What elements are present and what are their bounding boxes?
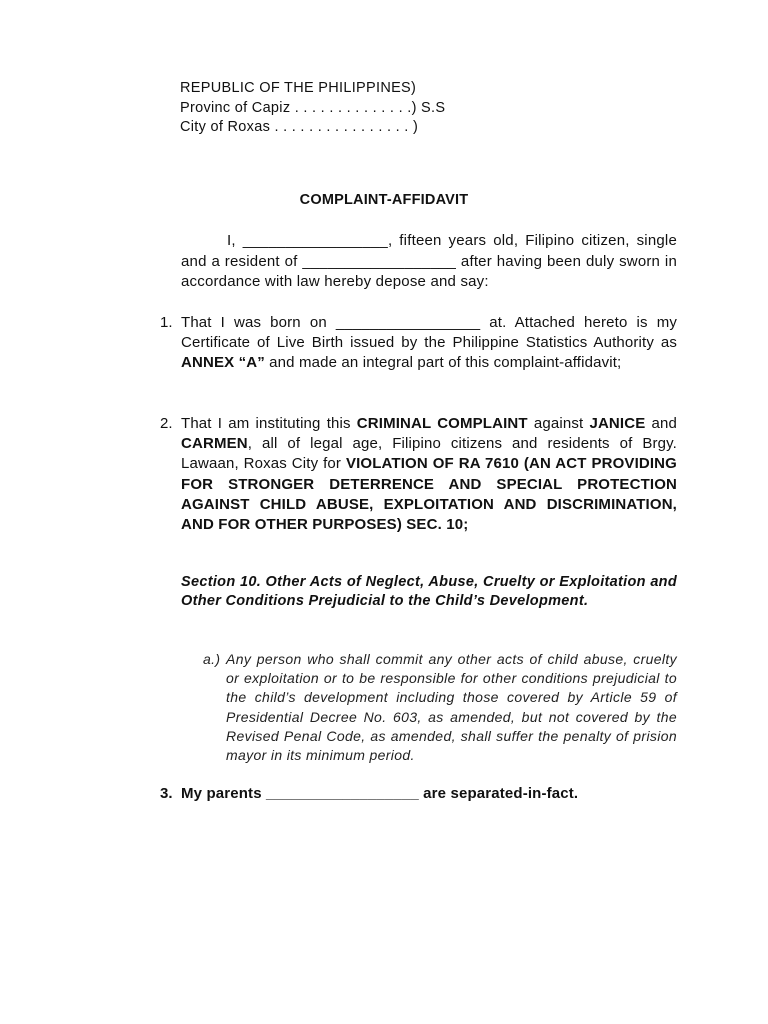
- list-item: [160, 414, 677, 535]
- item-number: 2.: [160, 415, 173, 432]
- document-title: COMPLAINT-AFFIDAVIT: [299, 192, 469, 208]
- sub-label: a.): [203, 651, 221, 667]
- list-item: [160, 784, 677, 804]
- violation-text: VIOLATION OF RA 7610 (AN ACT PROVIDING FOR STRONGER DETERRENCE AND SPECIAL PROTECTION AGAINST CHILD ABUSE, EXPLOITATION AND DISCRIMINATION, AND FOR OTHER PURPOSES) SEC. 10;: [181, 455, 677, 534]
- item-text: My parents __________________ are separated-in-fact.: [181, 785, 579, 802]
- item-text: [181, 414, 677, 535]
- intro-paragraph: [181, 231, 677, 293]
- annex-label: ANNEX “A”: [181, 354, 265, 372]
- respondent-name: CARMEN: [181, 435, 248, 453]
- venue-line-republic: REPUBLIC OF THE PHILIPPINES): [180, 80, 417, 96]
- item-text-run: That I was born on _________________ at. Attached hereto is my Certificate of Live Birth issued by the Philippine Statistics Authority as: [181, 314, 677, 352]
- venue-header: [180, 79, 445, 138]
- list-item: [160, 313, 677, 374]
- sub-paragraph: [203, 650, 677, 765]
- item-text-run: against: [527, 415, 590, 432]
- respondent-name: JANICE: [589, 415, 646, 432]
- venue-line-province: Provinc of Capiz . . . . . . . . . . . . . .) S.S: [180, 99, 446, 116]
- item-text: [181, 313, 677, 374]
- item-text-run: and: [645, 415, 678, 432]
- venue-line-city: City of Roxas . . . . . . . . . . . . . . . . ): [180, 119, 419, 135]
- section-heading: Section 10. Other Acts of Neglect, Abuse, Cruelty or Exploitation and Other Conditions Prejudicial to the Child’s Development.: [181, 574, 677, 609]
- complaint-label: CRIMINAL COMPLAINT: [356, 415, 528, 432]
- item-number: 1.: [160, 314, 173, 331]
- item-text-run: and made an integral part of this complaint-affidavit;: [264, 354, 622, 372]
- sub-text: Any person who shall commit any other acts of child abuse, cruelty or exploitation or to be responsible for other conditions prejudicial to the child’s development including those covered by Article 59 of Presidential Decree No. 603, as amended, but not covered by the Revised Penal Code, as amended, shall suffer the penalty of prision mayor in its minimum period.: [226, 651, 677, 764]
- item-text-run: That I am instituting this: [181, 415, 357, 432]
- item-text-run: , all of legal age, Filipino citizens and residents of Brgy. Lawaan, Roxas City for: [181, 435, 677, 473]
- item-number: 3.: [160, 785, 173, 802]
- intro-text: I, _________________, fifteen years old, Filipino citizen, single and a resident of __________________ after having been duly sworn in accordance with law hereby depose and say:: [181, 232, 677, 290]
